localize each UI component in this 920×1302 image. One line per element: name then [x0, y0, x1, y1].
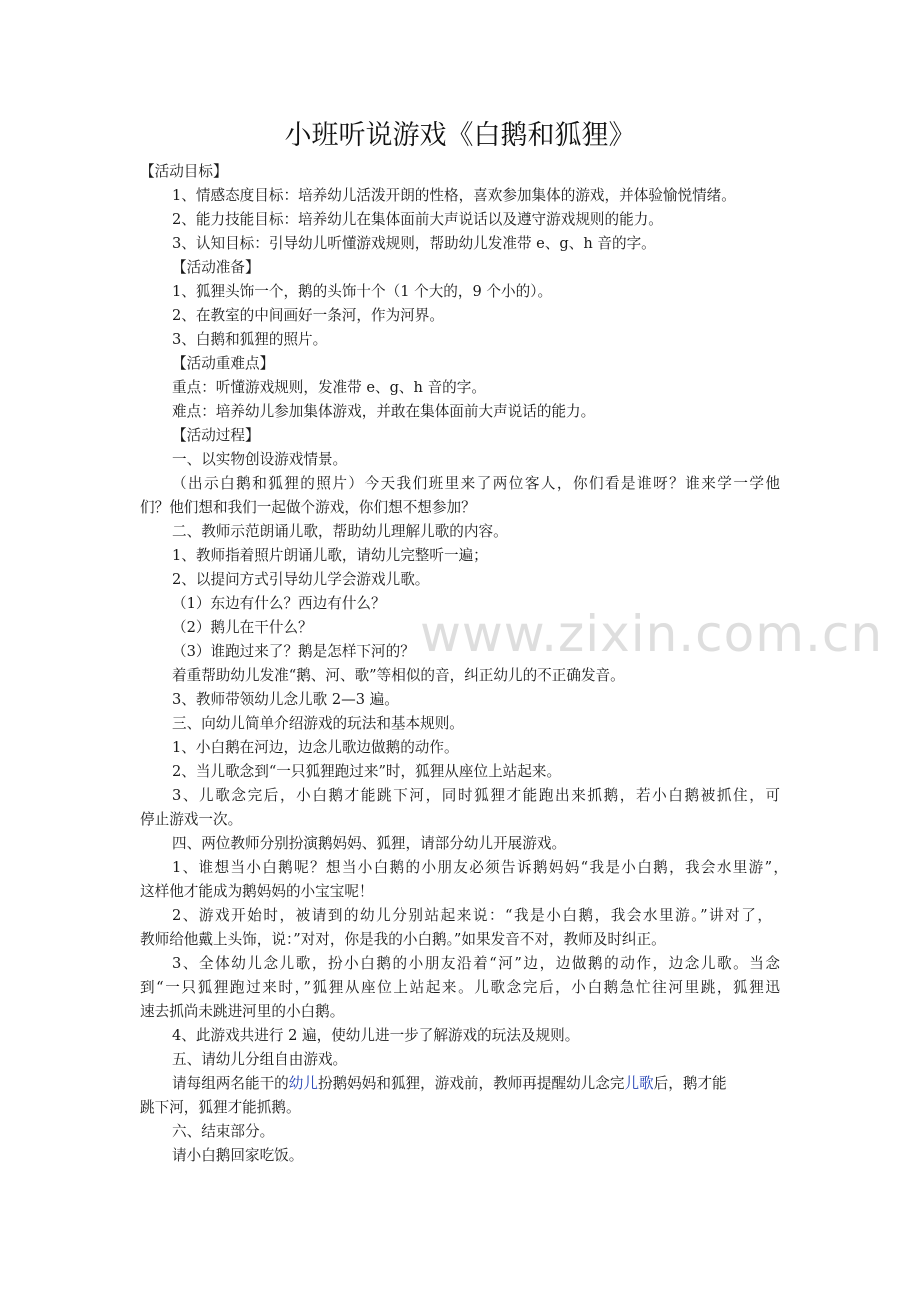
paragraph: 一、以实物创设游戏情景。 [172, 451, 348, 468]
paragraph: 2、游戏开始时，被请到的幼儿分别站起来说：“我是小白鹅，我会水里游。”讲对了， [172, 907, 772, 924]
paragraph: 2、能力技能目标：培养幼儿在集体面前大声说话以及遵守游戏规则的能力。 [172, 211, 663, 228]
paragraph: 跳下河，狐狸才能抓鹅。 [140, 1099, 301, 1116]
link-youer[interactable]: 幼儿 [288, 1075, 318, 1092]
paragraph: 请小白鹅回家吃饭。 [172, 1147, 304, 1164]
paragraph: 难点：培养幼儿参加集体游戏，并敢在集体面前大声说话的能力。 [172, 403, 596, 420]
paragraph: 重点：听懂游戏规则，发准带 e、g、h 音的字。 [172, 379, 486, 396]
paragraph: 速去抓尚未跳进河里的小白鹅。 [140, 1003, 345, 1020]
paragraph: 们？他们想和我们一起做个游戏，你们想不想参加？ [140, 499, 476, 516]
paragraph: 3、儿歌念完后，小白鹅才能跳下河，同时狐狸才能跑出来抓鹅，若小白鹅被抓住，可 [172, 787, 780, 804]
paragraph-with-links [172, 1074, 727, 1094]
section-heading-objectives: 【活动目标】 [140, 163, 228, 180]
text-run: 请每组两名能干的 [172, 1075, 289, 1092]
paragraph: （3）谁跑过来了？鹅是怎样下河的？ [172, 643, 415, 660]
paragraph: 二、教师示范朗诵儿歌，帮助幼儿理解儿歌的内容。 [172, 523, 508, 540]
paragraph: 3、教师带领幼儿念儿歌 2—3 遍。 [172, 691, 399, 708]
paragraph: 1、情感态度目标：培养幼儿活泼开朗的性格，喜欢参加集体的游戏，并体验愉悦情绪。 [172, 187, 736, 204]
paragraph: 1、狐狸头饰一个，鹅的头饰十个（1 个大的，9 个小的）。 [172, 283, 553, 300]
paragraph: 3、认知目标：引导幼儿听懂游戏规则，帮助幼儿发准带 e、g、h 音的字。 [172, 235, 656, 252]
paragraph: 三、向幼儿简单介绍游戏的玩法和基本规则。 [172, 715, 464, 732]
paragraph: 1、谁想当小白鹅呢？想当小白鹅的小朋友必须告诉鹅妈妈“我是小白鹅，我会水里游”， [172, 859, 788, 876]
section-heading-process: 【活动过程】 [172, 427, 260, 444]
paragraph: （1）东边有什么？西边有什么？ [172, 595, 386, 612]
paragraph: 四、两位教师分别扮演鹅妈妈、狐狸，请部分幼儿开展游戏。 [172, 835, 567, 852]
paragraph: 教师给他戴上头饰，说：”对对，你是我的小白鹅。”如果发音不对，教师及时纠正。 [140, 931, 666, 948]
paragraph: 着重帮助幼儿发准“鹅、河、歌”等相似的音，纠正幼儿的不正确发音。 [172, 667, 625, 684]
paragraph: 2、以提问方式引导幼儿学会游戏儿歌。 [172, 571, 430, 588]
paragraph: 停止游戏一次。 [140, 811, 243, 828]
section-heading-key-points: 【活动重难点】 [172, 355, 275, 372]
text-run: 后，鹅才能 [653, 1075, 727, 1092]
paragraph: （出示白鹅和狐狸的照片）今天我们班里来了两位客人，你们看是谁呀？谁来学一学他 [172, 475, 780, 492]
document-title: 小班听说游戏《白鹅和狐狸》 [284, 120, 636, 151]
paragraph: 2、当儿歌念到“一只狐狸跑过来”时，狐狸从座位上站起来。 [172, 763, 562, 780]
paragraph: 3、全体幼儿念儿歌，扮小白鹅的小朋友沿着“河”边，边做鹅的动作，边念儿歌。当念 [172, 955, 780, 972]
section-heading-preparation: 【活动准备】 [172, 259, 260, 276]
paragraph: 1、小白鹅在河边，边念儿歌边做鹅的动作。 [172, 739, 459, 756]
text-run: 扮鹅妈妈和狐狸，游戏前，教师再提醒幼儿念完 [317, 1075, 625, 1092]
paragraph: 到“一只狐狸跑过来时，”狐狸从座位上站起来。儿歌念完后，小白鹅急忙往河里跳，狐狸迅 [140, 979, 780, 996]
paragraph: 五、请幼儿分组自由游戏。 [172, 1051, 348, 1068]
paragraph: 2、在教室的中间画好一条河，作为河界。 [172, 307, 444, 324]
paragraph: 这样他才能成为鹅妈妈的小宝宝呢！ [140, 883, 374, 900]
paragraph: 六、结束部分。 [172, 1123, 275, 1140]
paragraph: 1、教师指着照片朗诵儿歌，请幼儿完整听一遍； [172, 547, 488, 564]
link-erge[interactable]: 儿歌 [624, 1075, 654, 1092]
paragraph: 4、此游戏共进行 2 遍，使幼儿进一步了解游戏的玩法及规则。 [172, 1027, 580, 1044]
watermark: www.zixin.com.cn [420, 605, 884, 663]
paragraph: （2）鹅儿在干什么？ [172, 619, 313, 636]
paragraph: 3、白鹅和狐狸的照片。 [172, 331, 328, 348]
